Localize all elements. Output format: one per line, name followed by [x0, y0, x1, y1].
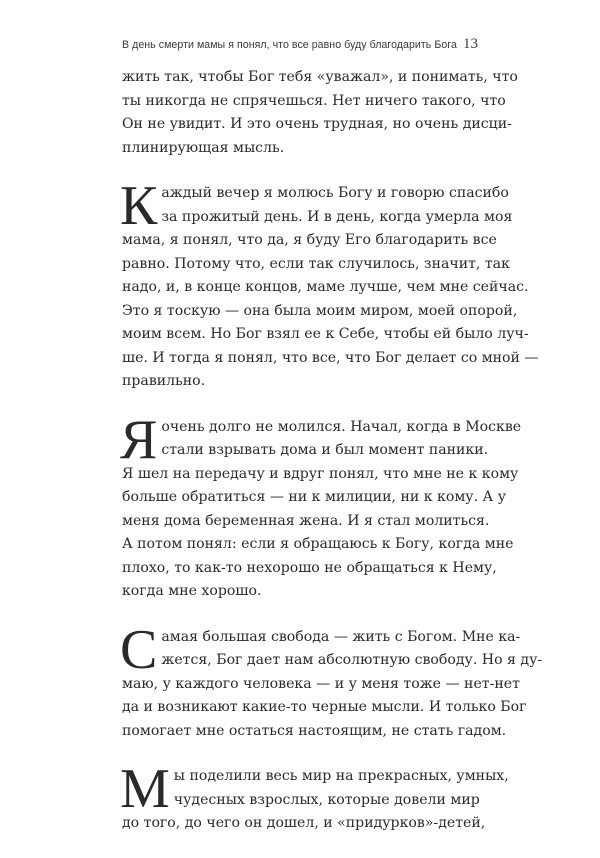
text-line: надо, и, в конце концов, маме лучше, чем мне сейчас.: [122, 279, 529, 295]
text-line: плинирующая мысль.: [122, 139, 285, 156]
text-line: мама, я понял, что да, я буду Его благодарить все: [122, 232, 497, 248]
page-body: [120, 66, 543, 858]
text-line: когда мне хорошо.: [122, 583, 262, 599]
text-line: маю, у каждого человека — и у меня тоже — нет-нет: [122, 675, 520, 692]
text-line: Это я тоскую — она была моим миром, моей опорой,: [122, 302, 518, 319]
page-number: 13: [463, 36, 478, 52]
text-line: правильно.: [122, 373, 206, 389]
paragraph-5: [120, 758, 509, 836]
text-line: амая большая свобода — жить с Богом. Мне ка-: [161, 628, 521, 645]
text-line: помогает мне остаться настоящим, не стать гадом.: [122, 722, 507, 739]
text-line: моим всем. Но Бог взял ее к Себе, чтобы ей было луч-: [122, 326, 529, 342]
drop-cap: К: [120, 175, 158, 237]
text-line: Я шел на передачу и вдруг понял, что мне не к кому: [122, 465, 519, 482]
text-line: А потом понял: если я обращаюсь к Богу, когда мне: [122, 536, 514, 552]
running-title: В день смерти мамы я понял, что все равно буду благодарить Бога: [122, 39, 457, 51]
drop-cap: М: [120, 758, 170, 820]
text-line: аждый вечер я молюсь Богу и говорю спасибо: [161, 185, 509, 201]
text-line: да и возникают какие-то черные мысли. И только Бог: [122, 699, 527, 715]
paragraph-1: [122, 66, 518, 160]
text-line: жить так, чтобы Бог тебя «уважал», и понимать, что: [122, 69, 518, 85]
drop-cap: С: [120, 618, 158, 681]
text-line: до того, до чего он дошел, и «придурков»-детей,: [122, 815, 486, 831]
text-line: равно. Потому что, если так случилось, значит, так: [122, 255, 510, 272]
text-line: больше обратиться — ни к милиции, ни к кому. А у: [122, 489, 506, 505]
text-line: ше. И тогда я понял, что все, что Бог делает со мной —: [122, 349, 539, 366]
text-line: ты никогда не спрячешься. Нет ничего такого, что: [122, 92, 506, 109]
text-line: плохо, то как-то нехорошо не обращаться к Нему,: [122, 559, 497, 576]
paragraph-4: [120, 618, 543, 744]
text-line: ы поделили весь мир на прекрасных, умных,: [173, 768, 509, 784]
text-line: жется, Бог дает нам абсолютную свободу. Но я ду-: [161, 652, 543, 668]
text-line: очень долго не молился. Начал, когда в Москве: [161, 418, 522, 435]
paragraph-2: [120, 175, 539, 394]
running-head: [122, 36, 478, 53]
text-line: меня дома беременная жена. И я стал молиться.: [122, 512, 490, 529]
drop-cap: Я: [120, 408, 158, 471]
paragraph-3: [120, 408, 522, 604]
text-line: Он не увидит. И это очень трудная, но очень дисци-: [122, 116, 512, 132]
text-line: чудесных взрослых, которые довели мир: [173, 791, 480, 808]
text-line: стали взрывать дома и был момент паники.: [161, 442, 489, 458]
text-line: за прожитый день. И в день, когда умерла моя: [161, 208, 513, 225]
